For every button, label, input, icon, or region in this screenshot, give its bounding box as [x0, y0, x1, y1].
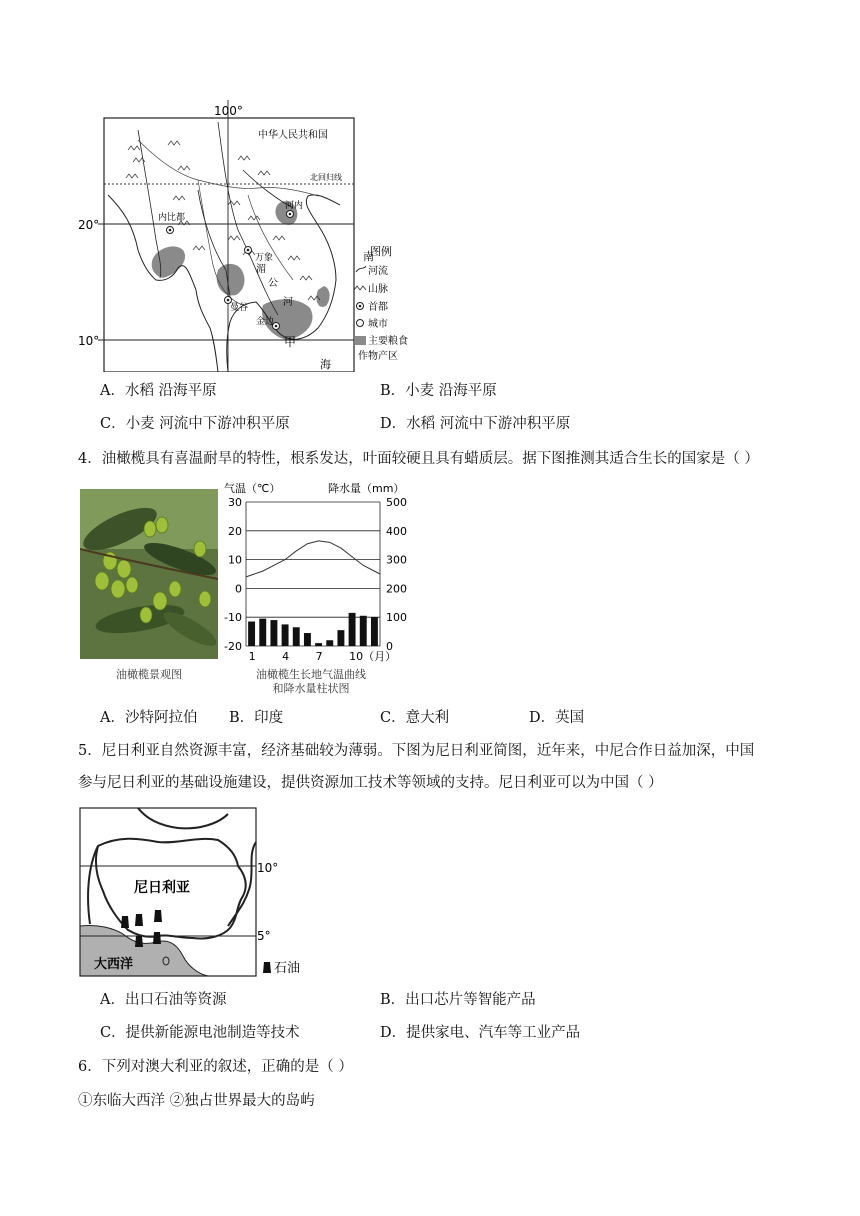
legend-river: 河流 — [368, 266, 388, 277]
q3-option-c[interactable]: C．小麦 河流中下游冲积平原 — [100, 416, 290, 432]
legend-title: 图例 — [370, 245, 392, 258]
precipitation-bar — [259, 619, 266, 646]
right-tick-label: 0 — [386, 640, 393, 653]
chart-caption-2: 和降水量柱状图 — [272, 682, 350, 695]
label-lake: 湄 — [256, 264, 266, 275]
city-label-hanoi: 河内 — [285, 201, 304, 211]
precipitation-bar — [360, 616, 367, 646]
q4-option-d[interactable]: D．英国 — [529, 710, 585, 726]
q5-option-a[interactable]: A．出口石油等资源 — [100, 992, 227, 1008]
country-label: 中华人民共和国 — [258, 130, 328, 141]
left-tick-label: -20 — [224, 640, 242, 653]
olive-photo-svg — [80, 489, 218, 659]
q5-option-c[interactable]: C．提供新能源电池制造等技术 — [100, 1025, 300, 1041]
q4-option-b[interactable]: B．印度 — [229, 710, 284, 726]
q4-stem: 4．油橄榄具有喜温耐旱的特性，根系发达，叶面较硬且具有蜡质层。据下图推测其适合生长的国家是（ ） — [78, 451, 759, 467]
left-tick-label: 10 — [228, 553, 242, 567]
q5-option-d[interactable]: D．提供家电、汽车等工业产品 — [380, 1025, 581, 1041]
nigeria-map-svg — [78, 806, 318, 981]
q3-option-b[interactable]: B．小麦 沿海平原 — [380, 383, 497, 399]
left-tick-label: 0 — [235, 582, 242, 596]
x-tick-label: 4 — [282, 650, 290, 663]
q5-option-b[interactable]: B．出口芯片等智能产品 — [380, 992, 536, 1008]
x-tick-label: 7 — [315, 650, 323, 663]
southeast-asia-map — [78, 100, 408, 372]
left-tick-label: -10 — [224, 611, 242, 625]
precipitation-bar — [282, 624, 289, 646]
q5-stem-line-1: 5．尼日利亚自然资源丰富，经济基础较为薄弱。下图为尼日利亚简图，近年来，中尼合作日益加深，中国 — [78, 743, 755, 759]
climate-chart — [220, 478, 420, 673]
legend-grain-symbol — [355, 336, 366, 345]
lat10-label: 10° — [78, 334, 100, 348]
city-label-bangkok: 曼谷 — [230, 303, 249, 313]
right-tick-labels — [386, 496, 407, 653]
right-tick-label: 100 — [386, 611, 407, 625]
lat20-label: 20° — [78, 218, 100, 232]
border-north — [138, 808, 228, 828]
legend-river-symbol — [356, 266, 366, 272]
precipitation-bar — [248, 622, 255, 646]
legend-capital: 首都 — [368, 302, 388, 313]
right-tick-label: 200 — [386, 582, 407, 596]
sea-label-1: 南 — [363, 250, 374, 263]
nigeria-label: 尼日利亚 — [134, 880, 190, 896]
olive-photo-caption: 油橄榄景观图 — [116, 668, 182, 681]
x-tick-label: 1 — [248, 650, 256, 663]
left-tick-label: 20 — [228, 524, 242, 538]
left-tick-labels — [224, 496, 242, 653]
southeast-asia-map-svg — [78, 100, 408, 372]
right-tick-label: 400 — [386, 524, 407, 538]
ocean-label: 大西洋 — [94, 957, 134, 972]
q4-option-a[interactable]: A．沙特阿拉伯 — [100, 710, 198, 726]
legend-oil: 石油 — [274, 961, 301, 976]
left-axis-label: 气温（℃） — [224, 482, 281, 495]
legend-mountain-symbol — [354, 286, 366, 290]
legend-grain-1: 主要粮食 — [368, 336, 408, 347]
q3-option-d[interactable]: D．水稻 河流中下游冲积平原 — [380, 416, 571, 432]
legend-oil-symbol — [263, 962, 271, 973]
precipitation-bar — [304, 633, 311, 646]
temperature-line — [246, 541, 380, 577]
x-tick-label: 10（月） — [349, 650, 397, 663]
precipitation-bar — [270, 620, 277, 646]
label-jia: 甲 — [284, 335, 297, 349]
right-tick-label: 500 — [386, 496, 407, 509]
precipitation-bar — [337, 630, 344, 646]
label-gong: 公 — [268, 278, 278, 289]
chart-caption-1: 油橄榄生长地气温曲线 — [256, 668, 366, 681]
label-he: 河 — [283, 297, 293, 308]
sea-label-2: 海 — [320, 358, 331, 371]
x-tick-labels — [249, 650, 396, 663]
city-label-phnompenh: 金边 — [256, 317, 275, 327]
city-label-vientiane: 万象 — [255, 253, 274, 263]
precipitation-bar — [371, 617, 378, 646]
tropic-label: 北回归线 — [310, 173, 342, 182]
nigeria-map — [78, 806, 318, 981]
right-axis-label: 降水量（mm） — [328, 482, 405, 495]
precipitation-bars — [248, 613, 378, 646]
q6-items: ①东临大西洋 ②独占世界最大的岛屿 — [78, 1093, 315, 1109]
q3-option-a[interactable]: A．水稻 沿海平原 — [100, 383, 217, 399]
border-east — [228, 842, 256, 926]
legend-mountain: 山脉 — [368, 284, 388, 295]
precipitation-bar — [315, 643, 322, 646]
precipitation-bar — [293, 627, 300, 646]
olive-photo — [80, 489, 218, 659]
precipitation-bar — [326, 640, 333, 646]
legend-grain-2: 作物产区 — [358, 351, 398, 362]
lat10-label: 10° — [257, 861, 279, 875]
lon-label: 100° — [214, 104, 243, 118]
right-tick-label: 300 — [386, 553, 407, 567]
legend-city: 城市 — [368, 319, 388, 330]
city-label-naypyidaw: 内比都 — [158, 213, 186, 223]
left-tick-label: 30 — [228, 496, 242, 509]
legend-city-symbol — [357, 320, 364, 327]
precipitation-bar — [349, 613, 356, 646]
climate-chart-svg — [220, 478, 420, 673]
map-frame — [104, 118, 354, 372]
q5-stem-line-2: 参与尼日利亚的基础设施建设，提供资源加工技术等领域的支持。尼日利亚可以为中国（ ） — [78, 775, 663, 791]
q4-option-c[interactable]: C．意大利 — [380, 710, 450, 726]
lat5-label: 5° — [257, 929, 271, 943]
q6-stem: 6．下列对澳大利亚的叙述，正确的是（ ） — [78, 1059, 353, 1075]
